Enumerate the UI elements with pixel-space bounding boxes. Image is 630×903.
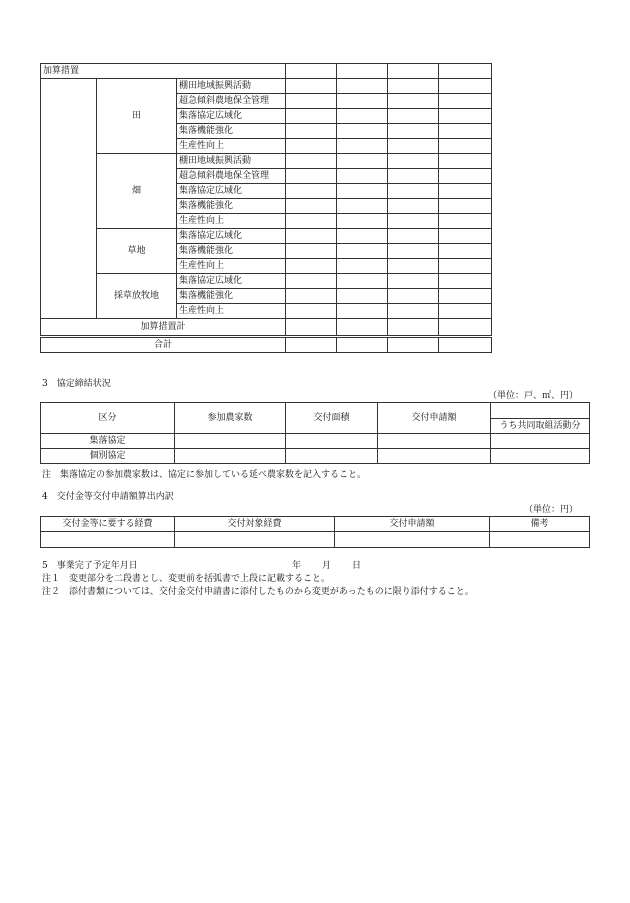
table-cell[interactable] [286, 154, 337, 169]
table-cell[interactable] [388, 184, 439, 199]
item-label: 生産性向上 [177, 214, 286, 229]
item-label: 生産性向上 [177, 304, 286, 319]
table-cell[interactable] [286, 229, 337, 244]
table-cell[interactable] [286, 139, 337, 154]
table-cell[interactable] [388, 244, 439, 259]
table-row [41, 449, 590, 464]
item-label: 集落協定広域化 [177, 184, 286, 199]
item-label: 棚田地域振興活動 [177, 154, 286, 169]
table-cell[interactable] [388, 154, 439, 169]
table-cell[interactable] [439, 319, 492, 337]
table-cell[interactable] [337, 79, 388, 94]
table-cell[interactable] [286, 94, 337, 109]
table-cell[interactable] [388, 139, 439, 154]
header-farmers: 参加農家数 [175, 403, 286, 434]
table-cell[interactable] [337, 139, 388, 154]
table-cell[interactable] [439, 199, 492, 214]
note-1: 注１ 変更部分を二段書とし、変更前を括弧書で上段に記載すること。 [42, 574, 331, 584]
table-cell[interactable] [388, 274, 439, 289]
table-cell[interactable] [388, 169, 439, 184]
item-label: 超急傾斜農地保全管理 [177, 169, 286, 184]
kasan-table [40, 63, 492, 353]
table-cell[interactable] [439, 214, 492, 229]
table-cell[interactable] [286, 109, 337, 124]
table-cell[interactable] [439, 124, 492, 139]
table-cell[interactable] [337, 289, 388, 304]
table-cell[interactable] [286, 337, 337, 353]
table-cell[interactable] [175, 532, 335, 548]
date-year: 年 [292, 561, 302, 571]
section5-title: 5 事業完了予定年月日 [42, 561, 138, 571]
table-row [41, 229, 492, 244]
table-cell[interactable] [337, 337, 388, 353]
section3-note: 注 集落協定の参加農家数は、協定に参加している延べ農家数を記入すること。 [42, 470, 367, 480]
kasan-indent [41, 79, 97, 319]
table-cell[interactable] [490, 532, 590, 548]
breakdown-table [40, 516, 590, 548]
table-row [41, 532, 590, 548]
item-label: 棚田地域振興活動 [177, 79, 286, 94]
header-blank-top [491, 403, 590, 419]
header-joint: うち共同取組活動分 [491, 418, 590, 434]
item-label: 集落機能強化 [177, 124, 286, 139]
header-target: 交付対象経費 [175, 517, 335, 532]
section4-unit: （単位：円） [523, 505, 578, 515]
table-cell[interactable] [337, 304, 388, 319]
table-cell[interactable] [439, 259, 492, 274]
table-cell[interactable] [335, 532, 490, 548]
table-row [41, 79, 492, 94]
table-cell[interactable] [337, 214, 388, 229]
table-cell[interactable] [439, 184, 492, 199]
table-cell[interactable] [286, 274, 337, 289]
table-cell[interactable] [337, 184, 388, 199]
table-cell[interactable] [378, 449, 491, 464]
table-cell[interactable] [388, 124, 439, 139]
section4-title: 4 交付金等交付申請額算出内訳 [42, 492, 174, 502]
section3-unit: （単位：戸、㎡、円） [487, 391, 578, 401]
table-cell[interactable] [175, 449, 286, 464]
header-request: 交付申請額 [335, 517, 490, 532]
item-label: 集落協定広域化 [177, 274, 286, 289]
table-cell[interactable] [286, 304, 337, 319]
row-label-kobetsu: 個別協定 [41, 449, 175, 464]
table-cell[interactable] [388, 109, 439, 124]
group-label: 畑 [97, 154, 177, 229]
table-cell[interactable] [337, 154, 388, 169]
table-cell[interactable] [388, 214, 439, 229]
table-cell[interactable] [439, 244, 492, 259]
table-cell[interactable] [439, 109, 492, 124]
table-cell[interactable] [388, 289, 439, 304]
table-cell[interactable] [337, 124, 388, 139]
table-cell[interactable] [439, 139, 492, 154]
table-cell[interactable] [286, 184, 337, 199]
table-cell[interactable] [286, 434, 378, 449]
table-cell[interactable] [491, 434, 590, 449]
kasan-header: 加算措置 [41, 64, 286, 79]
table-cell[interactable] [41, 532, 175, 548]
table-cell[interactable] [439, 229, 492, 244]
table-cell[interactable] [439, 289, 492, 304]
header-amount: 交付申請額 [378, 403, 491, 434]
group-label: 田 [97, 79, 177, 154]
group-label: 草地 [97, 229, 177, 274]
table-cell[interactable] [388, 319, 439, 337]
agreement-table [40, 402, 590, 464]
date-month: 月 [322, 561, 332, 571]
item-label: 生産性向上 [177, 259, 286, 274]
table-cell[interactable] [491, 449, 590, 464]
table-row [41, 274, 492, 289]
table-row [41, 434, 590, 449]
table-cell[interactable] [388, 337, 439, 353]
table-cell[interactable] [388, 304, 439, 319]
item-label: 集落機能強化 [177, 289, 286, 304]
section3-title: 3 協定締結状況 [42, 379, 111, 389]
item-label: 集落機能強化 [177, 244, 286, 259]
table-cell[interactable] [439, 154, 492, 169]
header-expenses: 交付金等に要する経費 [41, 517, 175, 532]
note-2: 注２ 添付書類については、交付金交付申請書に添付したものから変更があったものに限り添付すること。 [42, 587, 474, 597]
table-cell[interactable] [175, 434, 286, 449]
table-cell[interactable] [286, 169, 337, 184]
table-cell[interactable] [286, 199, 337, 214]
table-cell[interactable] [286, 214, 337, 229]
table-cell[interactable] [337, 244, 388, 259]
header-remarks: 備考 [490, 517, 590, 532]
table-cell[interactable] [286, 79, 337, 94]
table-cell[interactable] [439, 304, 492, 319]
header-area: 交付面積 [286, 403, 378, 434]
table-cell[interactable] [286, 289, 337, 304]
table-row [41, 319, 492, 337]
table-cell[interactable] [439, 64, 492, 79]
table-cell[interactable] [439, 274, 492, 289]
group-label: 採草放牧地 [97, 274, 177, 319]
table-cell[interactable] [337, 319, 388, 337]
table-cell[interactable] [286, 124, 337, 139]
table-cell[interactable] [286, 259, 337, 274]
kasan-total: 合計 [41, 337, 286, 353]
table-cell[interactable] [388, 229, 439, 244]
table-cell[interactable] [337, 274, 388, 289]
table-row [41, 154, 492, 169]
table-cell[interactable] [286, 244, 337, 259]
table-cell[interactable] [337, 109, 388, 124]
table-cell[interactable] [439, 79, 492, 94]
table-cell[interactable] [286, 449, 378, 464]
table-row [41, 337, 492, 353]
table-cell[interactable] [286, 64, 337, 79]
item-label: 超急傾斜農地保全管理 [177, 94, 286, 109]
row-label-shuraku: 集落協定 [41, 434, 175, 449]
table-cell[interactable] [337, 94, 388, 109]
item-label: 集落機能強化 [177, 199, 286, 214]
table-cell[interactable] [388, 199, 439, 214]
table-row [41, 64, 492, 79]
table-cell[interactable] [388, 94, 439, 109]
table-cell[interactable] [388, 64, 439, 79]
table-cell[interactable] [439, 94, 492, 109]
table-cell[interactable] [337, 199, 388, 214]
header-kubun: 区分 [41, 403, 175, 434]
table-cell[interactable] [337, 64, 388, 79]
table-cell[interactable] [337, 169, 388, 184]
kasan-subtotal: 加算措置計 [41, 319, 286, 337]
table-cell[interactable] [378, 434, 491, 449]
item-label: 集落協定広域化 [177, 109, 286, 124]
table-cell[interactable] [286, 319, 337, 337]
table-cell[interactable] [388, 79, 439, 94]
table-cell[interactable] [439, 169, 492, 184]
table-cell[interactable] [439, 337, 492, 353]
table-cell[interactable] [388, 259, 439, 274]
table-cell[interactable] [337, 259, 388, 274]
item-label: 集落協定広域化 [177, 229, 286, 244]
date-day: 日 [352, 561, 362, 571]
item-label: 生産性向上 [177, 139, 286, 154]
table-cell[interactable] [337, 229, 388, 244]
